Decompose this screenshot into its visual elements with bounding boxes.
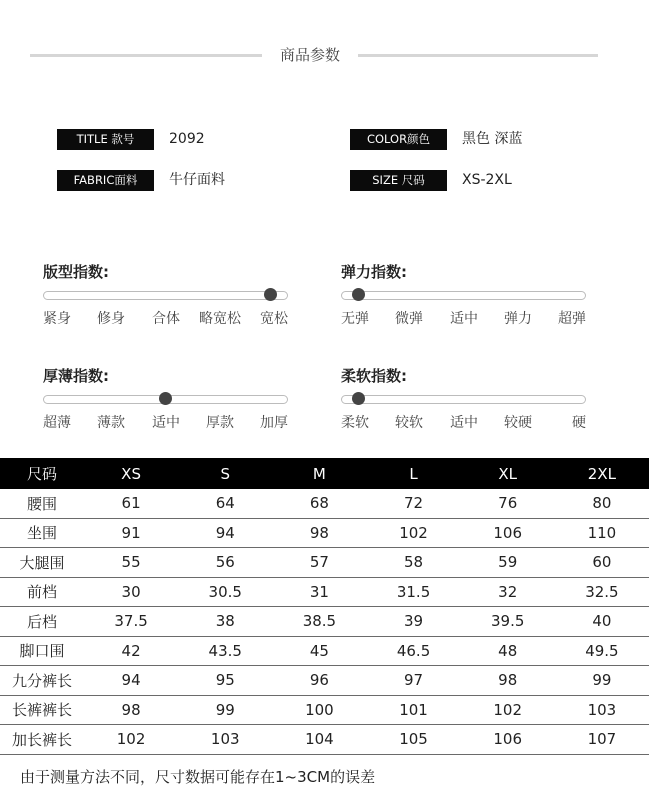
table-cell: 64 [178, 489, 272, 518]
table-row [0, 548, 649, 578]
gauge-tick: 硬 [572, 415, 586, 431]
gauge-title: 弹力指数: [341, 263, 407, 281]
gauge-title: 厚薄指数: [43, 367, 109, 385]
table-cell: 42 [84, 636, 178, 666]
table-cell: 98 [84, 695, 178, 725]
gauge-tick: 加厚 [260, 415, 288, 431]
section-header [30, 44, 598, 66]
gauge-tick: 宽松 [260, 311, 288, 327]
gauge-knob [159, 392, 172, 405]
gauge-tick: 薄款 [97, 415, 125, 431]
table-cell: 107 [555, 725, 649, 755]
row-label-cell: 脚口围 [0, 636, 84, 666]
table-cell: 49.5 [555, 636, 649, 666]
header-divider-right [358, 54, 598, 57]
column-header: XS [84, 458, 178, 489]
table-cell: 98 [272, 518, 366, 548]
row-label-cell: 后档 [0, 607, 84, 637]
spec-value-color: 黑色 深蓝 [462, 131, 523, 147]
table-cell: 102 [461, 695, 555, 725]
table-cell: 32.5 [555, 577, 649, 607]
table-cell: 105 [366, 725, 460, 755]
column-header: L [366, 458, 460, 489]
spec-label-title: TITLE 款号 [57, 129, 154, 150]
gauge-tick: 超薄 [43, 415, 71, 431]
table-cell: 37.5 [84, 607, 178, 637]
gauge-tick: 合体 [152, 311, 180, 327]
table-cell: 104 [272, 725, 366, 755]
table-cell: 95 [178, 666, 272, 696]
spec-label-color: COLOR颜色 [350, 129, 447, 150]
spec-value-fabric: 牛仔面料 [169, 172, 225, 188]
table-cell: 60 [555, 548, 649, 578]
row-label-cell: 坐围 [0, 518, 84, 548]
table-cell: 40 [555, 607, 649, 637]
gauge-tick: 厚款 [206, 415, 234, 431]
table-cell: 38 [178, 607, 272, 637]
table-cell: 106 [461, 518, 555, 548]
gauge-ticks [341, 413, 586, 433]
table-header-row [0, 458, 649, 489]
table-cell: 30.5 [178, 577, 272, 607]
gauge-tick: 较硬 [504, 415, 532, 431]
table-cell: 96 [272, 666, 366, 696]
table-cell: 80 [555, 489, 649, 518]
table-row [0, 636, 649, 666]
row-label-cell: 九分裤长 [0, 666, 84, 696]
section-title: 商品参数 [279, 46, 340, 64]
gauge-tick: 适中 [152, 415, 180, 431]
table-cell: 103 [178, 725, 272, 755]
gauge-tick: 无弹 [341, 311, 369, 327]
table-cell: 94 [178, 518, 272, 548]
table-cell: 97 [366, 666, 460, 696]
spec-label-fabric: FABRIC面料 [57, 170, 154, 191]
size-table-body [0, 489, 649, 754]
table-row [0, 518, 649, 548]
table-cell: 46.5 [366, 636, 460, 666]
gauge-knob [264, 288, 277, 301]
table-cell: 94 [84, 666, 178, 696]
row-label-cell: 腰围 [0, 489, 84, 518]
gauge-knob [352, 288, 365, 301]
table-cell: 72 [366, 489, 460, 518]
spec-label-size: SIZE 尺码 [350, 170, 447, 191]
table-row [0, 725, 649, 755]
measurement-note: 由于测量方法不同，尺寸数据可能存在1~3CM的误差 [20, 768, 376, 786]
table-cell: 59 [461, 548, 555, 578]
table-cell: 31 [272, 577, 366, 607]
gauge-tick: 紧身 [43, 311, 71, 327]
gauge-tick: 微弹 [395, 311, 423, 327]
table-cell: 48 [461, 636, 555, 666]
column-header: 尺码 [0, 458, 84, 489]
gauge-track [341, 395, 586, 404]
gauge-tick: 柔软 [341, 415, 369, 431]
table-cell: 58 [366, 548, 460, 578]
table-cell: 98 [461, 666, 555, 696]
column-header: XL [461, 458, 555, 489]
table-cell: 45 [272, 636, 366, 666]
table-cell: 100 [272, 695, 366, 725]
column-header: M [272, 458, 366, 489]
gauge-tick: 略宽松 [199, 311, 241, 327]
table-cell: 102 [366, 518, 460, 548]
table-cell: 30 [84, 577, 178, 607]
gauge-tick: 适中 [450, 415, 478, 431]
header-divider-left [30, 54, 262, 57]
table-cell: 68 [272, 489, 366, 518]
gauge-title: 版型指数: [43, 263, 109, 281]
column-header: 2XL [555, 458, 649, 489]
table-cell: 38.5 [272, 607, 366, 637]
table-row [0, 607, 649, 637]
table-cell: 99 [178, 695, 272, 725]
table-cell: 61 [84, 489, 178, 518]
gauge-ticks [43, 413, 288, 433]
table-cell: 55 [84, 548, 178, 578]
column-header: S [178, 458, 272, 489]
gauge-track [43, 291, 288, 300]
row-label-cell: 长裤裤长 [0, 695, 84, 725]
table-cell: 110 [555, 518, 649, 548]
size-table [0, 458, 649, 755]
spec-value-title: 2092 [169, 131, 205, 147]
table-cell: 43.5 [178, 636, 272, 666]
table-cell: 31.5 [366, 577, 460, 607]
gauge-ticks [341, 309, 586, 329]
row-label-cell: 加长裤长 [0, 725, 84, 755]
row-label-cell: 大腿围 [0, 548, 84, 578]
gauge-tick: 超弹 [558, 311, 586, 327]
table-cell: 57 [272, 548, 366, 578]
gauge-knob [352, 392, 365, 405]
table-row [0, 695, 649, 725]
gauge-title: 柔软指数: [341, 367, 407, 385]
table-cell: 106 [461, 725, 555, 755]
table-cell: 102 [84, 725, 178, 755]
table-cell: 76 [461, 489, 555, 518]
table-cell: 103 [555, 695, 649, 725]
gauge-tick: 较软 [395, 415, 423, 431]
row-label-cell: 前档 [0, 577, 84, 607]
gauge-tick: 修身 [97, 311, 125, 327]
table-row [0, 489, 649, 518]
spec-value-size: XS-2XL [462, 172, 512, 188]
table-cell: 56 [178, 548, 272, 578]
gauge-track [341, 291, 586, 300]
table-cell: 39.5 [461, 607, 555, 637]
table-cell: 99 [555, 666, 649, 696]
gauge-tick: 弹力 [504, 311, 532, 327]
table-cell: 91 [84, 518, 178, 548]
table-row [0, 577, 649, 607]
table-cell: 101 [366, 695, 460, 725]
gauge-ticks [43, 309, 288, 329]
table-cell: 39 [366, 607, 460, 637]
gauge-tick: 适中 [450, 311, 478, 327]
table-cell: 32 [461, 577, 555, 607]
table-row [0, 666, 649, 696]
